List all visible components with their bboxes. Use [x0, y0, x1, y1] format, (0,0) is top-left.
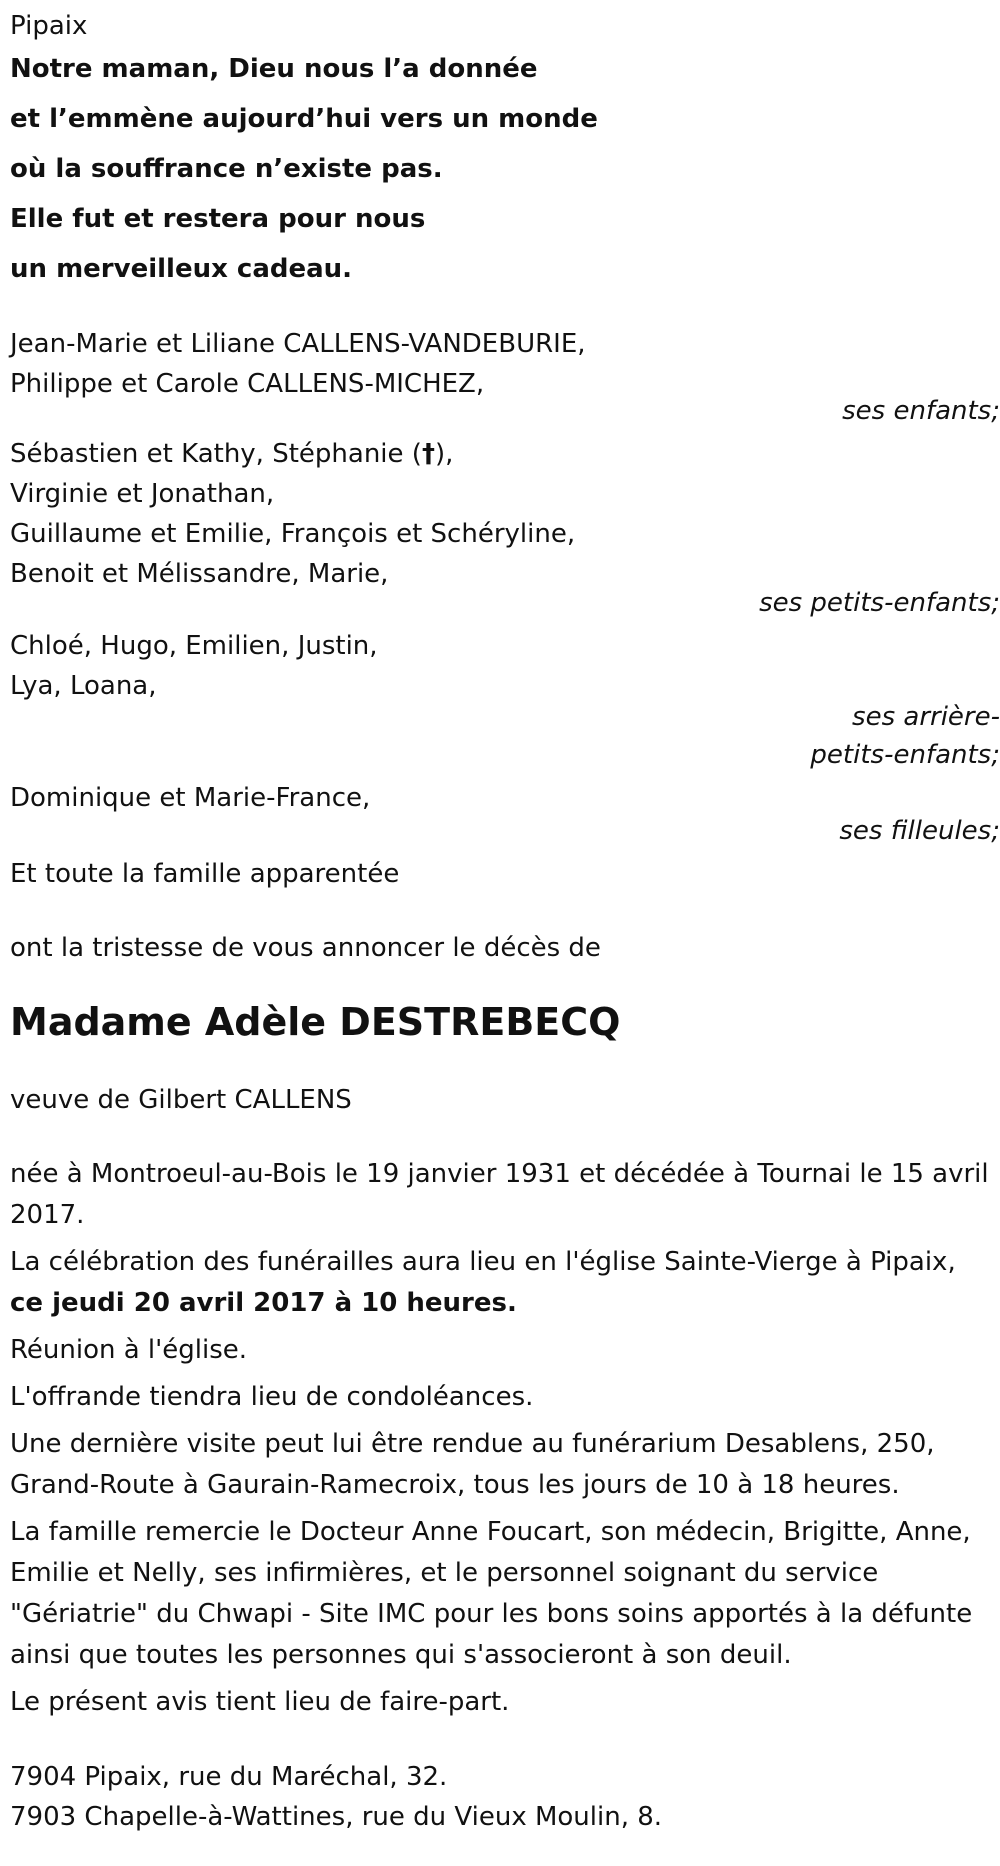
- grandchild-line: [10, 434, 1000, 474]
- grandchildren-role-label: ses petits-enfants;: [759, 588, 1000, 618]
- children-role-label: ses enfants;: [842, 396, 1000, 426]
- grandchild-line: Benoit et Mélissandre, Marie,: [10, 559, 389, 589]
- address-line: 7904 Pipaix, rue du Maréchal, 32.: [10, 1762, 448, 1792]
- child-line: Jean-Marie et Liliane CALLENS-VANDEBURIE,: [10, 329, 586, 359]
- poem-line: un merveilleux cadeau.: [10, 254, 353, 284]
- great-grandchildren-section: [10, 626, 1000, 774]
- poem-line: où la souffrance n’existe pas.: [10, 154, 443, 184]
- goddaughter-line: Dominique et Marie-France,: [10, 783, 371, 813]
- goddaughters-role-label: ses filleules;: [839, 816, 1000, 846]
- great-grandchild-line: Lya, Loana,: [10, 671, 157, 701]
- great-grandchildren-role-label: ses arrière-petits-enfants;: [810, 702, 1000, 770]
- funeral-info: [10, 1242, 1000, 1324]
- birth-death: née à Montroeul-au-Bois le 19 janvier 1931 et décédée à Tournai le 15 avril 2017.: [10, 1159, 989, 1230]
- funeral-text: La célébration des funérailles aura lieu en l'église Sainte-Vierge à Pipaix,: [10, 1247, 956, 1277]
- grandchild-line-text: Sébastien et Kathy, Stéphanie (: [10, 439, 422, 469]
- announcement: ont la tristesse de vous annoncer le décès de: [10, 933, 601, 963]
- thanks-info: La famille remercie le Docteur Anne Foucart, son médecin, Brigitte, Anne, Emilie et Nelly, ses infirmières, et le personnel soignant du service "Gériatrie" du Chwapi - Site IMC pour les bons soins apportés à la défunte ainsi que toutes les personnes qui s'associeront à son deuil.: [10, 1517, 973, 1670]
- offering-info: L'offrande tiendra lieu de condoléances.: [10, 1382, 534, 1412]
- deceased-name: Madame Adèle DESTREBECQ: [10, 1000, 621, 1044]
- dagger-icon: †: [421, 439, 435, 469]
- address-line: 7903 Chapelle-à-Wattines, rue du Vieux Moulin, 8.: [10, 1802, 663, 1832]
- goddaughters-section: [10, 778, 1000, 850]
- widow-of: veuve de Gilbert CALLENS: [10, 1085, 352, 1115]
- children-section: [10, 324, 1000, 430]
- child-line: Philippe et Carole CALLENS-MICHEZ,: [10, 369, 485, 399]
- poem-line: et l’emmène aujourd’hui vers un monde: [10, 104, 598, 134]
- funeral-date: ce jeudi 20 avril 2017 à 10 heures.: [10, 1288, 517, 1318]
- grandchild-line-suffix: ),: [434, 439, 454, 469]
- great-grandchild-line: Chloé, Hugo, Emilien, Justin,: [10, 631, 378, 661]
- notice-info: Le présent avis tient lieu de faire-part.: [10, 1687, 510, 1717]
- poem: [10, 44, 1000, 294]
- poem-line: Notre maman, Dieu nous l’a donnée: [10, 54, 538, 84]
- grandchild-line: Guillaume et Emilie, François et Schéryline,: [10, 519, 576, 549]
- poem-line: Elle fut et restera pour nous: [10, 204, 426, 234]
- great-grandchildren-role: [10, 698, 1000, 774]
- place-name: Pipaix: [10, 11, 88, 41]
- addresses: [10, 1757, 1000, 1837]
- visit-info: Une dernière visite peut lui être rendue au funérarium Desablens, 250, Grand-Route à Gaurain-Ramecroix, tous les jours de 10 à 18 heures.: [10, 1429, 935, 1500]
- grandchildren-section: [10, 434, 1000, 622]
- meeting-info: Réunion à l'église.: [10, 1335, 248, 1365]
- grandchild-line: Virginie et Jonathan,: [10, 479, 275, 509]
- family-line: Et toute la famille apparentée: [10, 859, 400, 889]
